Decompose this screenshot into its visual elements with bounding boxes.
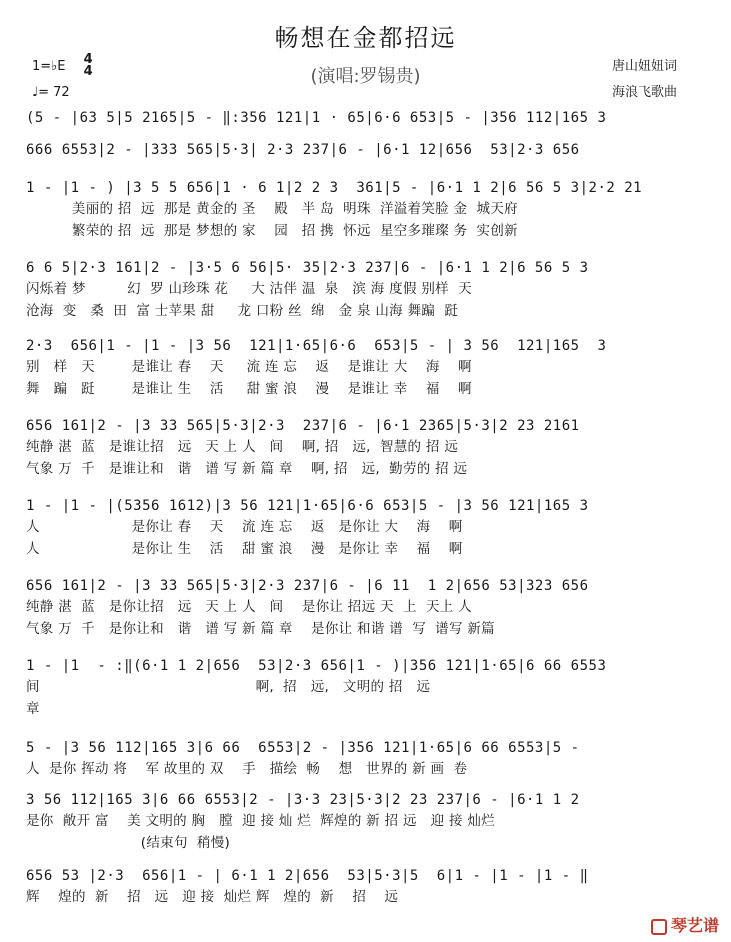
notation-line: 666 6553|2 - |333 565|5·3| 2·3 237|6 - |6·1 12|656 53|2·3 656 xyxy=(26,142,580,158)
score-system xyxy=(26,656,690,720)
lyric-line: 气象 万 千 是谁让和 谐 谱 写 新 篇 章 啊, 招 远, 勤劳的 招 远 xyxy=(26,461,468,477)
notation-line: 5 - |3 56 112|165 3|6 66 6553|2 - |356 121|1·65|6 66 6553|5 - xyxy=(26,740,580,756)
lyric-line: 沧海 变 桑 田 富 士苹果 甜 龙 口粉 丝 绵 金 泉 山海 舞蹁 跹 xyxy=(26,303,459,319)
song-title: 畅想在金都招远 xyxy=(274,24,457,52)
score-system xyxy=(26,576,690,640)
tempo-mark: ♩= 72 xyxy=(32,85,70,100)
lyricist: 唐山妞妞词 xyxy=(611,59,677,74)
notation-line: 656 53 |2·3 656|1 - | 6·1 1 2|656 53|5·3|5 6|1 - |1 - |1 - ‖ xyxy=(26,868,589,884)
time-signature-top: 4 xyxy=(83,52,93,67)
score-system xyxy=(26,790,690,854)
notation-line: 6 6 5|2·3 161|2 - |3·5 6 56|5· 35|2·3 237|6 - |6·1 1 2|6 56 5 3 xyxy=(26,260,589,276)
lyric-line: 辉 煌的 新 招 远 迎 接 灿烂 辉 煌的 新 招 远 xyxy=(26,889,399,905)
time-signature xyxy=(84,54,93,78)
notation-line: 656 161|2 - |3 33 565|5·3|2·3 237|6 - |6 11 1 2|656 53|323 656 xyxy=(26,578,589,594)
site-watermark xyxy=(651,913,719,936)
score-system xyxy=(26,140,690,160)
time-signature-bottom: 4 xyxy=(83,64,93,79)
lyric-line: 章 xyxy=(26,701,40,717)
lyric-line: 闪烁着 梦 幻 罗 山珍珠 花 大 沽伴 温 泉 滨 海 度假 别样 天 xyxy=(26,281,472,297)
lyric-line: 是你 敞开 富 美 文明的 胸 膛 迎 接 灿 烂 辉煌的 新 招 远 迎 接 灿烂 xyxy=(26,813,495,829)
lyric-line: 人 是你让 生 活 甜 蜜 浪 漫 是你让 幸 福 啊 xyxy=(26,541,463,557)
notation-line: 1 - |1 - |(5356 1612)|3 56 121|1·65|6·6 653|5 - |3 56 121|165 3 xyxy=(26,498,589,514)
lyric-line: (结束句 稍慢) xyxy=(26,835,231,851)
score-system xyxy=(26,866,690,908)
credits xyxy=(612,54,677,106)
lyric-line: 气象 万 千 是你让和 谐 谱 写 新 篇 章 是你让 和谐 谱 写 谱写 新篇 xyxy=(26,621,495,637)
notation-line: 3 56 112|165 3|6 66 6553|2 - |3·3 23|5·3|2 23 237|6 - |6·1 1 2 xyxy=(26,792,580,808)
notation-line: 1 - |1 - ) |3 5 5 656|1 · 6 1|2 2 3 361|5 - |6·1 1 2|6 56 5 3|2·2 21 xyxy=(26,180,643,196)
lyric-line: 纯静 湛 蓝 是你让招 远 天 上 人 间 是你让 招远 天 上 天上 人 xyxy=(26,599,472,615)
lyric-line: 间 啊, 招 远, 文明的 招 远 xyxy=(26,679,431,695)
lyric-line: 人 是你 挥动 将 军 故里的 双 手 描绘 畅 想 世界的 新 画 卷 xyxy=(26,761,468,777)
score-system xyxy=(26,496,690,560)
singer-credit: (演唱:罗锡贵) xyxy=(310,66,421,87)
score-system xyxy=(26,108,690,128)
lyric-line: 舞 蹁 跹 是谁让 生 活 甜 蜜 浪 漫 是谁让 幸 福 啊 xyxy=(26,381,472,397)
lyric-line: 人 是你让 春 天 流 连 忘 返 是你让 大 海 啊 xyxy=(26,519,463,535)
score-system xyxy=(26,738,690,780)
lyric-line: 纯静 湛 蓝 是谁让招 远 天 上 人 间 啊, 招 远, 智慧的 招 远 xyxy=(26,439,459,455)
score-system xyxy=(26,258,690,322)
lyric-line: 美丽的 招 远 那是 黄金的 圣 殿 半 岛 明珠 洋溢着笑脸 金 城天府 xyxy=(26,201,518,217)
score-system xyxy=(26,178,690,242)
key-and-tempo xyxy=(32,54,93,106)
lyric-line: 繁荣的 招 远 那是 梦想的 家 园 招 携 怀远 星空多璀璨 务 实创新 xyxy=(26,223,518,239)
lyric-line: 别 样 天 是谁让 春 天 流 连 忘 返 是谁让 大 海 啊 xyxy=(26,359,472,375)
score-system xyxy=(26,416,690,480)
logo-icon xyxy=(651,919,667,935)
watermark-text: 琴艺谱 xyxy=(670,916,719,935)
notation-line: 1 - |1 - :‖(6·1 1 2|656 53|2·3 656|1 - )|356 121|1·65|6 66 6553 xyxy=(26,658,607,674)
notation-line: (5 - |63 5|5 2165|5 - ‖:356 121|1 · 65|6·6 653|5 - |356 112|165 3 xyxy=(26,110,607,126)
score-system xyxy=(26,336,690,400)
notation-line: 2·3 656|1 - |1 - |3 56 121|1·65|6·6 653|5 - | 3 56 121|165 3 xyxy=(26,338,607,354)
notation-line: 656 161|2 - |3 33 565|5·3|2·3 237|6 - |6·1 2365|5·3|2 23 2161 xyxy=(26,418,580,434)
composer: 海浪飞歌曲 xyxy=(611,85,677,100)
key-signature: 1=♭E xyxy=(32,59,66,74)
